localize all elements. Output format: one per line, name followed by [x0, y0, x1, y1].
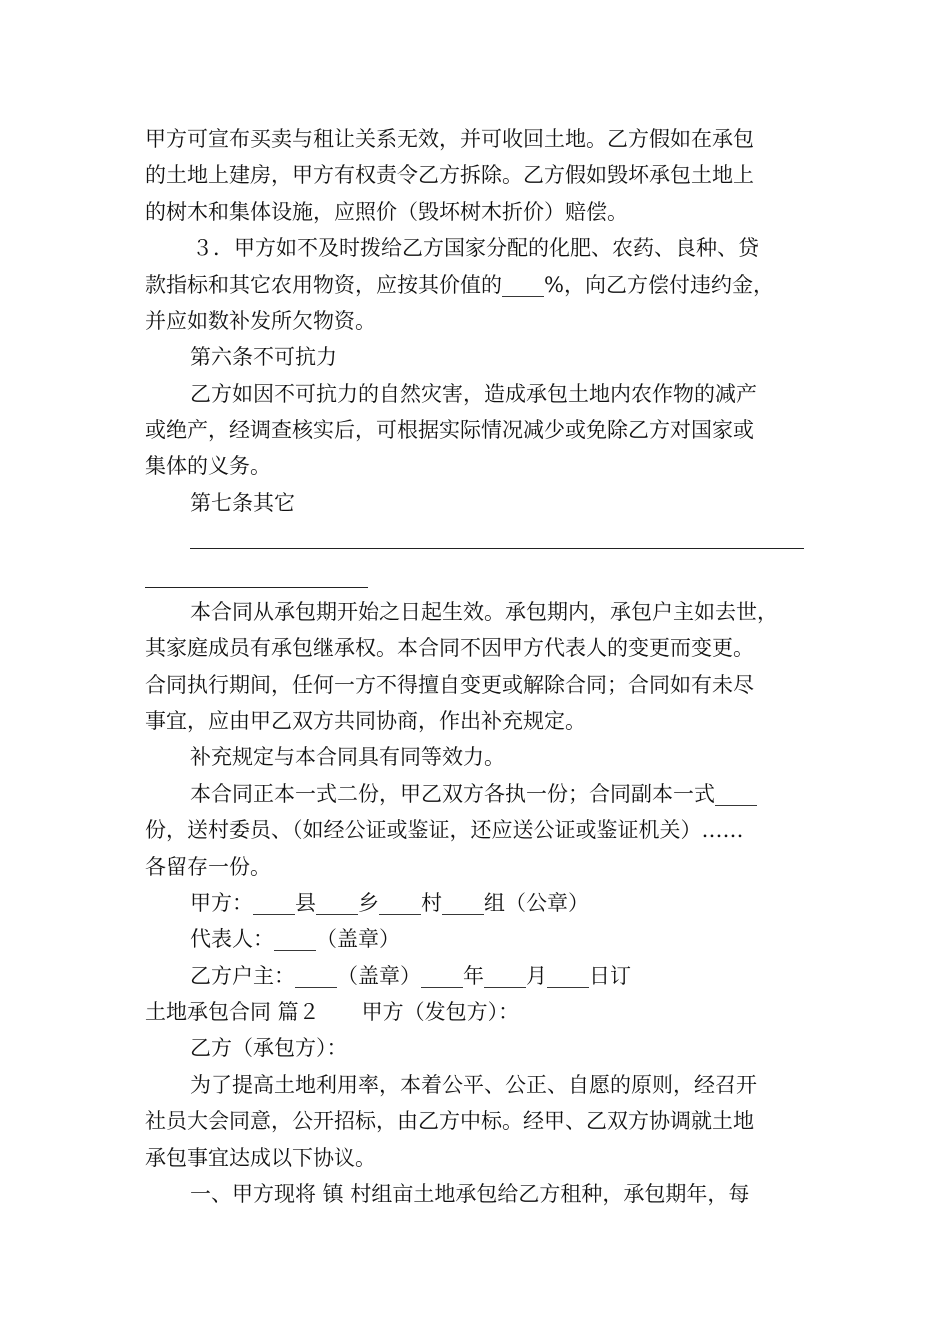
text-line: 合同执行期间，任何一方不得擅自变更或解除合同；合同如有未尽 — [145, 673, 754, 697]
signature-line: 甲方：____县____乡____村____组（公章） — [190, 891, 589, 915]
text-line: 各留存一份。 — [145, 855, 271, 879]
text-line: 本合同从承包期开始之日起生效。承包期内，承包户主如去世， — [190, 600, 778, 624]
text-line: 的树木和集体设施，应照价（毁坏树木折价）赔偿。 — [145, 200, 628, 224]
signature-line: 乙方户主：____（盖章）____年____月____日订 — [190, 964, 631, 988]
section-heading: 第七条其它 — [190, 491, 295, 515]
text-line: 乙方如因不可抗力的自然灾害，造成承包土地内农作物的减产 — [190, 382, 757, 406]
text-line: 集体的义务。 — [145, 454, 271, 478]
blank-fill-line — [190, 548, 804, 549]
text-line: 事宜，应由甲乙双方共同协商，作出补充规定。 — [145, 709, 586, 733]
text-line: ３．甲方如不及时拨给乙方国家分配的化肥、农药、良种、贷 — [192, 236, 759, 260]
text-line: 为了提高土地利用率，本着公平、公正、自愿的原则，经召开 — [190, 1073, 757, 1097]
text-line: 其家庭成员有承包继承权。本合同不因甲方代表人的变更而变更。 — [145, 636, 754, 660]
text-line: 乙方（承包方）： — [190, 1036, 348, 1060]
text-line: 本合同正本一式二份，甲乙双方各执一份；合同副本一式____ — [190, 782, 757, 806]
text-line: 补充规定与本合同具有同等效力。 — [190, 745, 505, 769]
text-line: 一、甲方现将 镇 村组亩土地承包给乙方租种，承包期年，每 — [190, 1182, 750, 1206]
blank-fill-line — [145, 587, 368, 588]
text-line: 款指标和其它农用物资，应按其价值的____%，向乙方偿付违约金， — [145, 273, 774, 297]
document-title: 土地承包合同 篇２ 甲方（发包方）： — [145, 1000, 520, 1024]
text-line: 或绝产，经调查核实后，可根据实际情况减少或免除乙方对国家或 — [145, 418, 754, 442]
text-line: 的土地上建房，甲方有权责令乙方拆除。乙方假如毁坏承包土地上 — [145, 163, 754, 187]
section-heading: 第六条不可抗力 — [190, 345, 337, 369]
signature-line: 代表人：____（盖章） — [190, 927, 400, 951]
text-line: 并应如数补发所欠物资。 — [145, 309, 376, 333]
text-line: 社员大会同意，公开招标，由乙方中标。经甲、乙双方协调就土地 — [145, 1109, 754, 1133]
text-line: 承包事宜达成以下协议。 — [145, 1146, 376, 1170]
text-line: 份，送村委员、（如经公证或鉴证，还应送公证或鉴证机关）…… — [145, 818, 744, 842]
text-line: 甲方可宣布买卖与租让关系无效，并可收回土地。乙方假如在承包 — [145, 127, 754, 151]
